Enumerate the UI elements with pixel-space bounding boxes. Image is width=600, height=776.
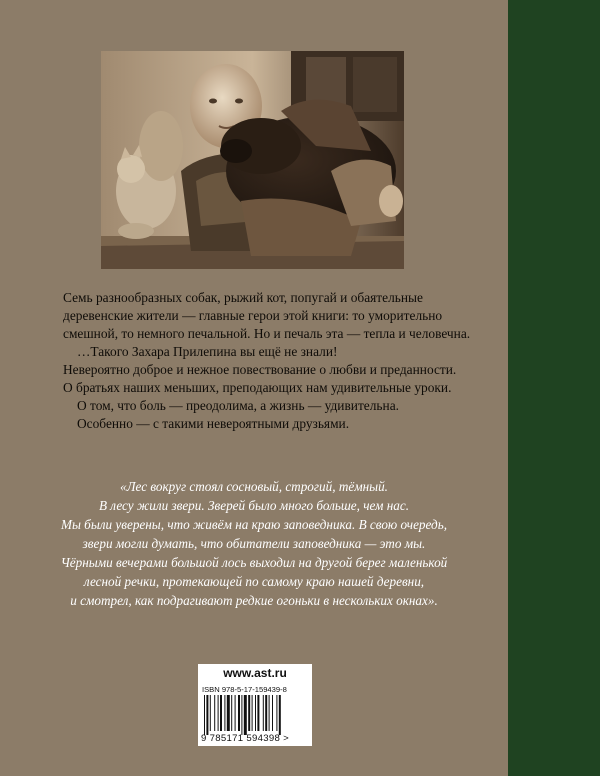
barcode-bar xyxy=(252,695,253,731)
barcode-bar xyxy=(206,695,208,735)
barcode-bars xyxy=(204,695,306,735)
barcode-digits: 9 785171 594398 > xyxy=(201,733,290,744)
quote-line: Чёрными вечерами большой лось выходил на другой берег маленькой xyxy=(60,555,448,570)
barcode-bar xyxy=(218,695,219,731)
barcode-bar xyxy=(231,695,232,731)
barcode-bar xyxy=(224,695,225,731)
barcode-bar xyxy=(241,695,242,735)
author-photo-illustration xyxy=(101,51,404,269)
barcode-label xyxy=(198,664,312,746)
barcode-bar xyxy=(214,695,215,731)
barcode-bar xyxy=(235,695,236,731)
author-photo xyxy=(101,51,404,269)
quote-line: лесной речки, протекающей по самому краю нашей деревни, xyxy=(83,574,425,589)
description-line: О том, что боль — преодолима, а жизнь — удивительна. xyxy=(77,398,399,413)
barcode-bar xyxy=(269,695,270,731)
quote-line: и смотрел, как подрагивают редкие огоньки в нескольких окнах». xyxy=(70,593,438,608)
barcode-bar xyxy=(220,695,222,731)
description-line: Семь разнообразных собак, рыжий кот, попугай и обаятельные xyxy=(63,290,423,305)
quote-line: Мы были уверены, что живём на краю заповедника. В свою очередь, xyxy=(60,517,448,532)
barcode-bar xyxy=(210,695,211,731)
description-line: …Такого Захара Прилепина вы ещё не знали! xyxy=(77,344,338,359)
description-line: деревенские жители — главные герои этой книги: то уморительно xyxy=(63,308,443,323)
isbn-number: ISBN 978-5-17-159439-8 xyxy=(202,685,287,694)
barcode-bar xyxy=(238,695,240,731)
quote-line: звери могли думать, что обитатели заповедника — это мы. xyxy=(82,536,426,551)
description-line: Невероятно доброе и нежное повествование о любви и преданности. xyxy=(63,362,457,377)
quote-line: «Лес вокруг стоял сосновый, строгий, тёмный. xyxy=(120,479,388,494)
barcode-bar xyxy=(204,695,205,735)
barcode-bar xyxy=(263,695,264,731)
description-line: смешной, то немного печальной. Но и печаль эта — тепла и человечна. xyxy=(63,326,471,341)
spine-edge xyxy=(508,0,600,776)
barcode-bar xyxy=(265,695,267,731)
description-line: О братьях наших меньших, преподающих нам удивительные уроки. xyxy=(63,380,452,395)
barcode-bar xyxy=(272,695,273,731)
publisher-website: www.ast.ru xyxy=(223,666,287,680)
quote-line: В лесу жили звери. Зверей было много больше, чем нас. xyxy=(98,498,410,513)
barcode-bar xyxy=(255,695,256,731)
barcode-bar xyxy=(279,695,281,735)
description-line: Особенно — с такими невероятными друзьями. xyxy=(77,416,350,431)
barcode-bar xyxy=(227,695,230,731)
barcode-bar xyxy=(276,695,277,731)
barcode-bar xyxy=(244,695,247,735)
barcode-bar xyxy=(248,695,250,731)
barcode-bar xyxy=(257,695,259,731)
